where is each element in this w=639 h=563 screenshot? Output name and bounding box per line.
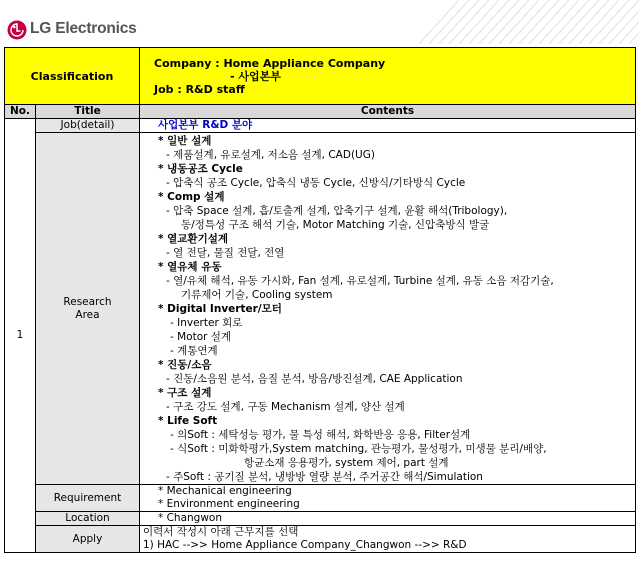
row-number: 1 (5, 119, 36, 553)
section-thermal-fluid (158, 260, 632, 302)
research-area-label-line2: Area (75, 308, 100, 321)
location-row (5, 512, 636, 526)
section-item: - 구조 강도 설계, 구동 Mechanism 설계, 양산 설계 (166, 401, 405, 413)
section-item: - 진동/소음원 분석, 음질 분석, 방음/방진설계, CAE Application (166, 373, 463, 385)
section-item: - Motor 설계 (170, 331, 232, 343)
section-item: - 제품설계, 유로설계, 저소음 설계, CAD(UG) (166, 149, 375, 161)
section-item: - Inverter 회로 (170, 317, 243, 329)
apply-label: Apply (36, 526, 140, 553)
company-info (140, 48, 636, 105)
job-posting-table (4, 47, 636, 553)
brand-name: LG Electronics (30, 20, 137, 37)
apply-content (140, 526, 636, 553)
research-area-label (36, 133, 140, 485)
section-title: * 구조 설계 (158, 387, 212, 399)
section-title: * 진동/소음 (158, 359, 212, 371)
job-detail-label: Job(detail) (36, 119, 140, 133)
requirement-row (5, 485, 636, 512)
col-header-contents: Contents (140, 105, 636, 119)
location-label: Location (36, 512, 140, 526)
section-item: - 의Soft : 세탁성능 평가, 물 특성 해석, 화학반응 응용, Filter설계 (170, 429, 471, 441)
location-value: * Changwon (140, 512, 636, 526)
apply-line: 1) HAC -->> Home Appliance Company_Changwon -->> R&D (143, 539, 467, 551)
section-item: - 열 전달, 물질 전달, 전열 (166, 247, 285, 259)
section-vibration-noise (158, 358, 632, 386)
section-title: * 열유체 유동 (158, 261, 222, 273)
requirement-content (140, 485, 636, 512)
apply-row (5, 526, 636, 553)
section-title: * Comp 설계 (158, 191, 225, 203)
requirement-label: Requirement (36, 485, 140, 512)
section-hvac-cycle (158, 162, 632, 190)
company-line: Company : Home Appliance Company (154, 56, 386, 70)
section-item: 항균소재 응용평가, system 제어, part 설계 (244, 457, 449, 469)
section-item: - 주Soft : 공기질 분석, 냉방방 열량 분석, 주거공간 해석/Simulation (166, 471, 483, 483)
classification-row (5, 48, 636, 105)
section-title: * 일반 설계 (158, 135, 212, 147)
section-comp-design (158, 190, 632, 232)
page-header (0, 0, 639, 44)
classification-label: Classification (5, 48, 140, 105)
col-header-no: No. (5, 105, 36, 119)
research-area-content (140, 133, 636, 485)
section-item: - 식Soft : 미화학평가,System matching, 관능평가, 물성평가, 미생물 분리/배양, (170, 443, 547, 455)
dept-line: - 사업본부 (230, 69, 281, 83)
section-heat-exchanger (158, 232, 632, 260)
section-title: * Life Soft (158, 415, 218, 427)
requirement-item: * Environment engineering (158, 498, 300, 510)
lg-logo-icon (7, 20, 27, 40)
section-item: - 열/유체 해석, 유동 가시화, Fan 설계, 유로설계, Turbine 설계, 유동 소음 저감기술, (166, 275, 554, 287)
section-title: * 냉동공조 Cycle (158, 163, 243, 175)
section-general-design (158, 134, 632, 162)
requirement-item: * Mechanical engineering (158, 485, 292, 497)
section-life-soft (158, 414, 632, 484)
section-digital-inverter (158, 302, 632, 358)
job-detail-value: 사업본부 R&D 분야 (140, 119, 636, 133)
column-header-row (5, 105, 636, 119)
col-header-title: Title (36, 105, 140, 119)
research-area-label-line1: Research (63, 295, 112, 308)
section-item: - 압축식 공조 Cycle, 압축식 냉동 Cycle, 신방식/기타방식 Cycle (166, 177, 466, 189)
section-structural-design (158, 386, 632, 414)
section-item: - 계통연계 (170, 345, 218, 357)
section-title: * 열교환기설계 (158, 233, 229, 245)
research-area-row (5, 133, 636, 485)
section-item: 동/정특성 구조 해석 기술, Motor Matching 기술, 신압축방식 발굴 (181, 219, 490, 231)
section-item: - 압축 Space 설계, 흡/토출계 설계, 압축기구 설계, 윤활 해석(Tribology), (166, 205, 508, 217)
section-item: 기류제어 기술, Cooling system (181, 289, 333, 301)
job-line: Job : R&D staff (154, 82, 245, 96)
job-detail-row (5, 119, 636, 133)
apply-line: 이력서 작성시 아래 근무지를 선택 (143, 526, 299, 538)
section-title: * Digital Inverter/모터 (158, 303, 282, 315)
header-stripes-decoration (359, 0, 639, 44)
